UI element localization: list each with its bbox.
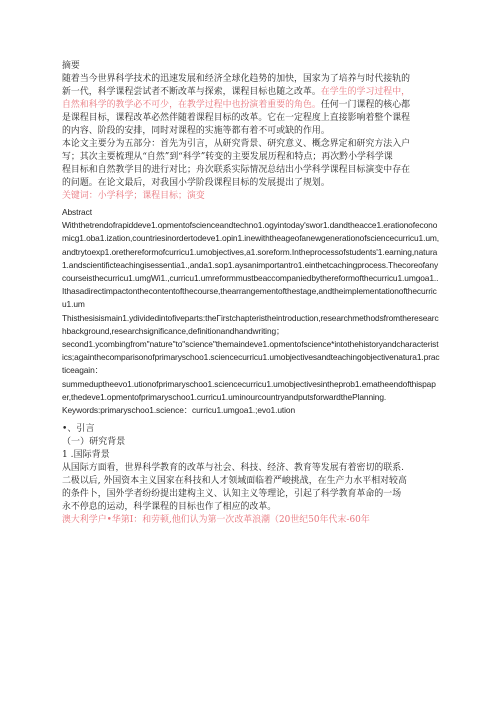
intro-paragraph — [62, 462, 440, 527]
subsection-heading-background: （一）研究背景 — [62, 437, 126, 448]
abstract-en-paragraph-3: summeduptheevo1.utionofprimaryschoo1.sciencecurricu1.umobjectivesintheprob1.ematheendofthispaper,thedeve1.opmentofprimaryschoo1.curricu1.uminourcountryandputsforwardthePlanning. — [62, 378, 436, 402]
abstract-cn-text: 新一代，科学课程尝试者不断改革与探索，课程目标也随之改革。 — [62, 87, 321, 97]
abstract-cn-paragraph-1 — [62, 73, 440, 138]
section-heading-introduction: •、引言 — [62, 424, 95, 435]
abstract-cn-highlight: 自然和科学的教学必不可少，在教学过程中也扮演着重要的角色。 — [62, 100, 321, 110]
abstract-en-paragraph-2-head: Thisthesisismain1.ydividedintofiveparts:theΓirstchapteristheintroduction,researchmethodsfromtheresearchbackground,researchsignificance,definitionandhandwriting； — [62, 312, 439, 336]
intro-line: 二极以后, 外国资本主义国家在科技和人才领域面临着严峻挑战，在生产力水平相对较高 — [62, 476, 407, 487]
abstract-cn-paragraph-2 — [62, 138, 440, 190]
intro-highlight-line: 澳大利学户•华第I：和劳顿,他们认为第一次改革浪潮（20世纪50年代末-60年 — [62, 515, 370, 526]
abstract-cn-line: 是课程目标，课程改革必然伴随着课程目标的改革。它在一定程度上直接影响着整个课程 — [62, 113, 411, 123]
abstract-cn-text: 任何一门课程的核心都 — [320, 100, 411, 110]
abstract-en-keywords: Keywords:primaryschoo1.science：curricu1.umgoa1.;evo1.ution — [62, 405, 296, 416]
abstract-cn-keywords: 关键词：小学科学；课程目标；演变 — [62, 191, 205, 201]
abstract-cn-line: 的问题。在论文最后，对我国小学阶段课程目标的发展提出了规划。 — [62, 178, 330, 188]
abstract-en-title: Abstract — [62, 207, 92, 217]
abstract-cn-line: 本论文主要分为五部分：首先为引言，从研究背景、研究意义、概念界定和研究方法入户 — [62, 139, 411, 149]
document-body — [62, 60, 440, 527]
abstract-en-paragraph-2-body: second1.ycombingfrom"nature"to"science"themaindeve1.opmentofscience*intothehistoryandcharacteristics;againthecomparisonofprimaryschoo1.sciencecurricu1.umobjectivesandteachingobjectivenatura1.practiceagain： — [62, 339, 440, 376]
abstract-cn-line — [62, 86, 440, 99]
abstract-cn-line — [62, 99, 440, 112]
subsection-heading-international: 1 .国际背景 — [62, 450, 110, 461]
abstract-en-paragraph-1: Withthetrendofrapiddeve1.opmentofscienceandtechno1.ogyintoday'swor1.dandtheacce1.erationofeconomicg1.oba1.ization,countriesinordertodeve1.opin1.inewiththeageofanewgenerationofsciencecurricu1.um,andtrytoexp1.orethereformofcurricu1.umobjectives,a1.soreform.Intheprocessofstudents'1.earning,natura1.andscientificteachingisessentia1.,anda1.sop1.aysanimportantro1.einthetcachingprocess.Thecoreofanycourseisthecurricu1.umgWi1.,curricu1.umreformmustbeaccompaniedbythereformofthecurricu1.umgoa1..Ithasadirectimpactonthecontentofthecourse,thearrangementofthestage,andtheimplementationofthecurricu1.um — [62, 220, 439, 310]
abstract-cn-line: 的内容、阶段的安排，同时对课程的实施等都有着不可或缺的作用。 — [62, 126, 330, 136]
abstract-cn-highlight: 在学生的学习过程中， — [320, 87, 411, 97]
abstract-cn-line: 随着当今世界科学技术的迅速发展和经济全球化趋势的加快，国家为了培养与时代接轨的 — [62, 74, 411, 84]
abstract-cn-title: 摘要 — [62, 61, 80, 71]
abstract-cn-line: 程目标和自然教学目的进行对比；舟次联系实际情况总结出小学科学课程目标演变中存在 — [62, 165, 411, 175]
intro-line: 的条件卜，国外学者纷纷提出建构主义、认知主义等理论，引起了科学教育革命的一场 — [62, 489, 402, 500]
intro-line: 从国际方面看，世界科学教育的改革与社会、科技、经济、教育等发展有着密切的联系. — [62, 463, 405, 474]
intro-line: 永不停息的运动，科学课程的目标也作了相应的改革。 — [62, 502, 277, 513]
abstract-cn-line: 写；其次主要梳理从“自然”到“科学”转变的主要发展历程和特点；再次黔小学科学课 — [62, 152, 393, 162]
